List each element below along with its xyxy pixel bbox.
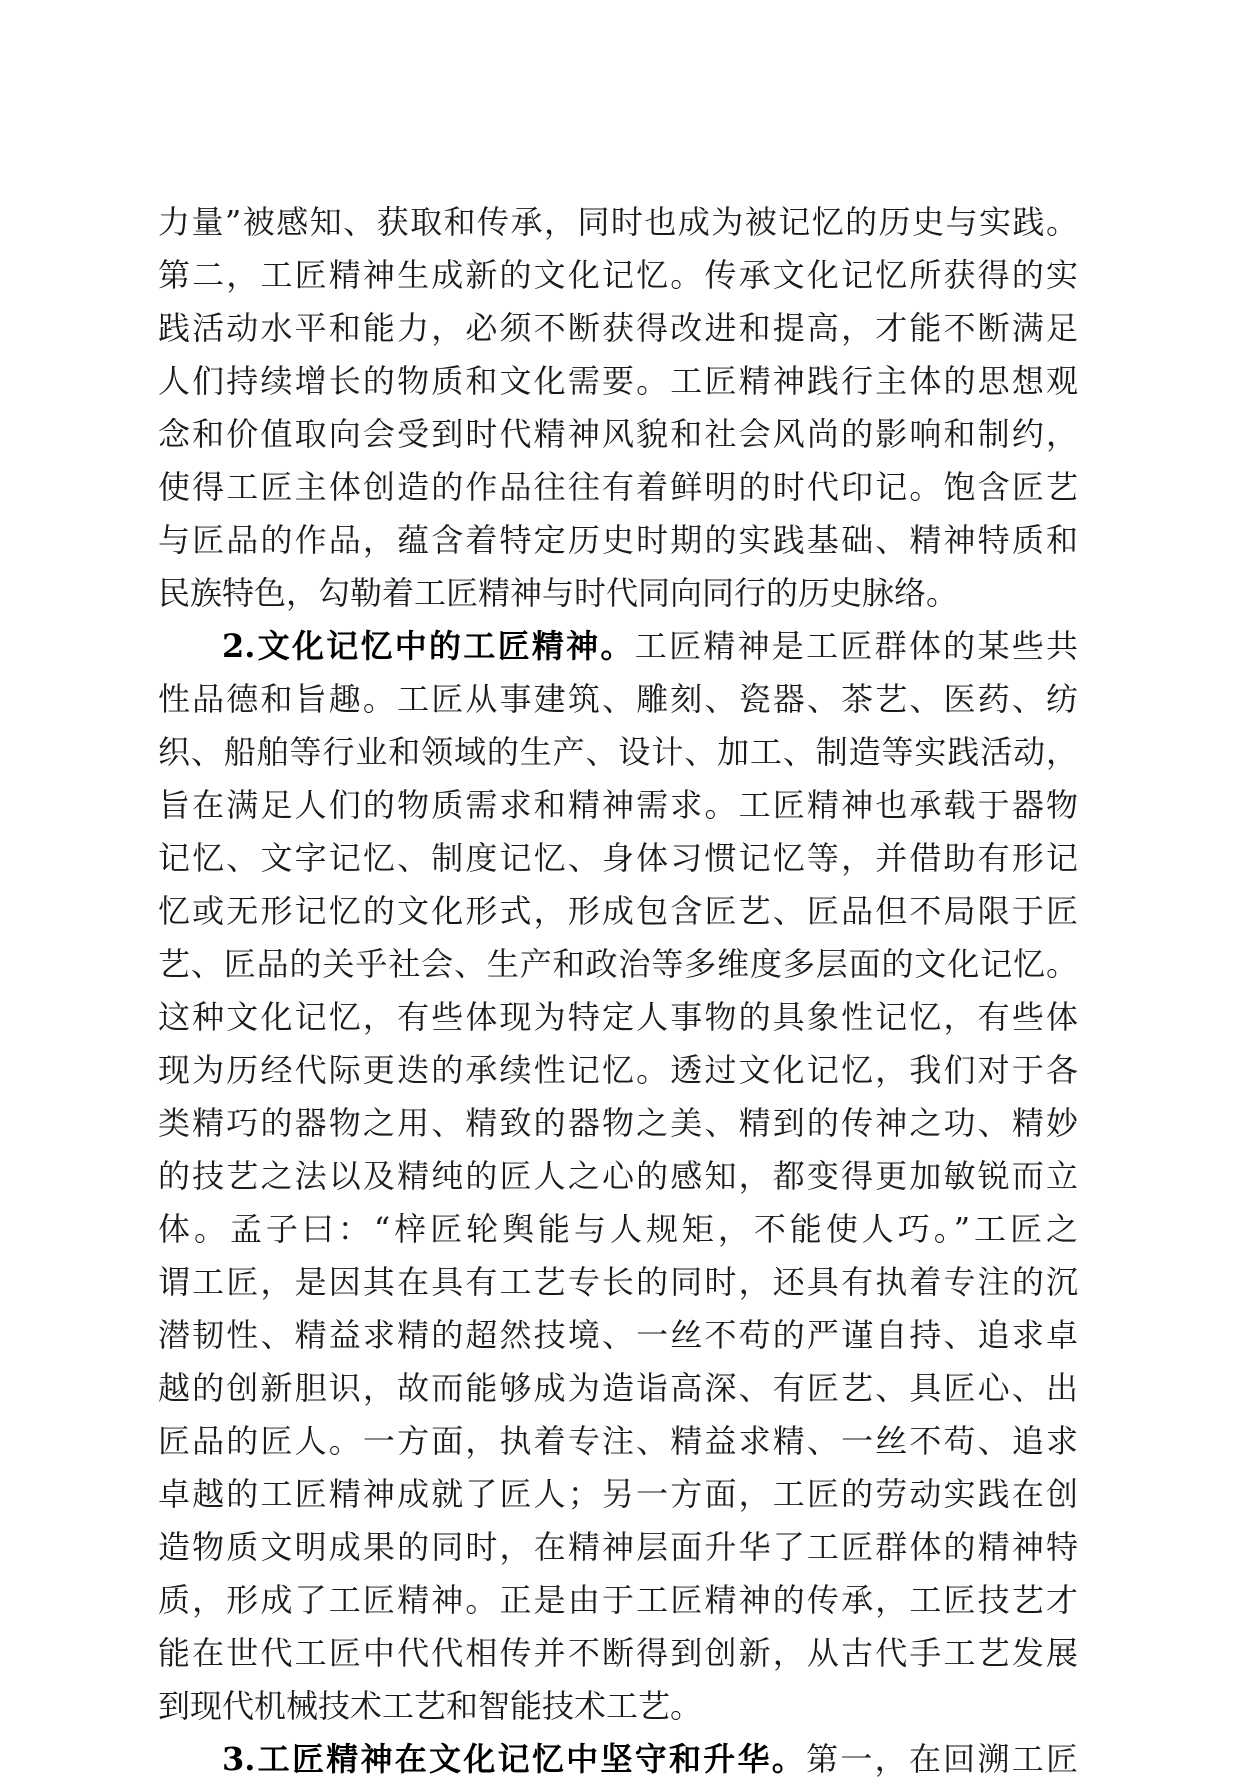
paragraph-3 bbox=[158, 1733, 1078, 1786]
text-line: 这种文化记忆，有些体现为特定人事物的具象性记忆，有些体 bbox=[158, 998, 1078, 1036]
body-text bbox=[158, 196, 1078, 1786]
text-line: 艺、匠品的关乎社会、生产和政治等多维度多层面的文化记忆。 bbox=[158, 945, 1078, 983]
text-line: 能在世代工匠中代代相传并不断得到创新，从古代手工艺发展 bbox=[158, 1634, 1078, 1672]
text-line: 潜韧性、精益求精的超然技境、一丝不苟的严谨自持、追求卓 bbox=[158, 1316, 1078, 1354]
text-line: 体。孟子曰：“梓匠轮舆能与人规矩，不能使人巧。”工匠之 bbox=[158, 1210, 1078, 1248]
text-line: 人们持续增长的物质和文化需要。工匠精神践行主体的思想观 bbox=[158, 362, 1078, 400]
text-line: 织、船舶等行业和领域的生产、设计、加工、制造等实践活动， bbox=[158, 733, 1078, 771]
text-run: 工匠精神是工匠群体的某些共 bbox=[634, 627, 1078, 665]
text-line: 旨在满足人们的物质需求和精神需求。工匠精神也承载于器物 bbox=[158, 786, 1078, 824]
text-line: 忆或无形记忆的文化形式，形成包含匠艺、匠品但不局限于匠 bbox=[158, 892, 1078, 930]
text-line: 到现代机械技术工艺和智能技术工艺。 bbox=[158, 1687, 703, 1725]
text-line: 越的创新胆识，故而能够成为造诣高深、有匠艺、具匠心、出 bbox=[158, 1369, 1078, 1407]
text-line: 力量”被感知、获取和传承，同时也成为被记忆的历史与实践。 bbox=[158, 203, 1078, 241]
text-line: 民族特色，勾勒着工匠精神与时代同向同行的历史脉络。 bbox=[158, 574, 959, 612]
text-line: 记忆、文字记忆、制度记忆、身体习惯记忆等，并借助有形记 bbox=[158, 839, 1078, 877]
text-run: 第一，在回溯工匠 bbox=[806, 1740, 1078, 1778]
text-line: 第二，工匠精神生成新的文化记忆。传承文化记忆所获得的实 bbox=[158, 256, 1078, 294]
text-line: 念和价值取向会受到时代精神风貌和社会风尚的影响和制约， bbox=[158, 415, 1078, 453]
text-line: 现为历经代际更迭的承续性记忆。透过文化记忆，我们对于各 bbox=[158, 1051, 1078, 1089]
text-line: 卓越的工匠精神成就了匠人；另一方面，工匠的劳动实践在创 bbox=[158, 1475, 1078, 1513]
text-line: 匠品的匠人。一方面，执着专注、精益求精、一丝不苟、追求 bbox=[158, 1422, 1078, 1460]
text-line: 使得工匠主体创造的作品往往有着鲜明的时代印记。饱含匠艺 bbox=[158, 468, 1078, 506]
text-line: 的技艺之法以及精纯的匠人之心的感知，都变得更加敏锐而立 bbox=[158, 1157, 1078, 1195]
text-line: 与匠品的作品，蕴含着特定历史时期的实践基础、精神特质和 bbox=[158, 521, 1078, 559]
text-line: 质，形成了工匠精神。正是由于工匠精神的传承，工匠技艺才 bbox=[158, 1581, 1078, 1619]
text-line: 造物质文明成果的同时，在精神层面升华了工匠群体的精神特 bbox=[158, 1528, 1078, 1566]
paragraph-2 bbox=[158, 620, 1078, 1733]
text-line: 性品德和旨趣。工匠从事建筑、雕刻、瓷器、茶艺、医药、纺 bbox=[158, 680, 1078, 718]
text-line: 践活动水平和能力，必须不断获得改进和提高，才能不断满足 bbox=[158, 309, 1078, 347]
section-heading: 2.文化记忆中的工匠精神。 bbox=[222, 627, 635, 665]
text-line bbox=[158, 1733, 1078, 1786]
section-heading: 3.工匠精神在文化记忆中坚守和升华。 bbox=[222, 1740, 807, 1778]
text-line bbox=[158, 620, 1078, 673]
text-line: 类精巧的器物之用、精致的器物之美、精到的传神之功、精妙 bbox=[158, 1104, 1078, 1142]
text-line: 谓工匠，是因其在具有工艺专长的同时，还具有执着专注的沉 bbox=[158, 1263, 1078, 1301]
paragraph-1 bbox=[158, 196, 1078, 620]
